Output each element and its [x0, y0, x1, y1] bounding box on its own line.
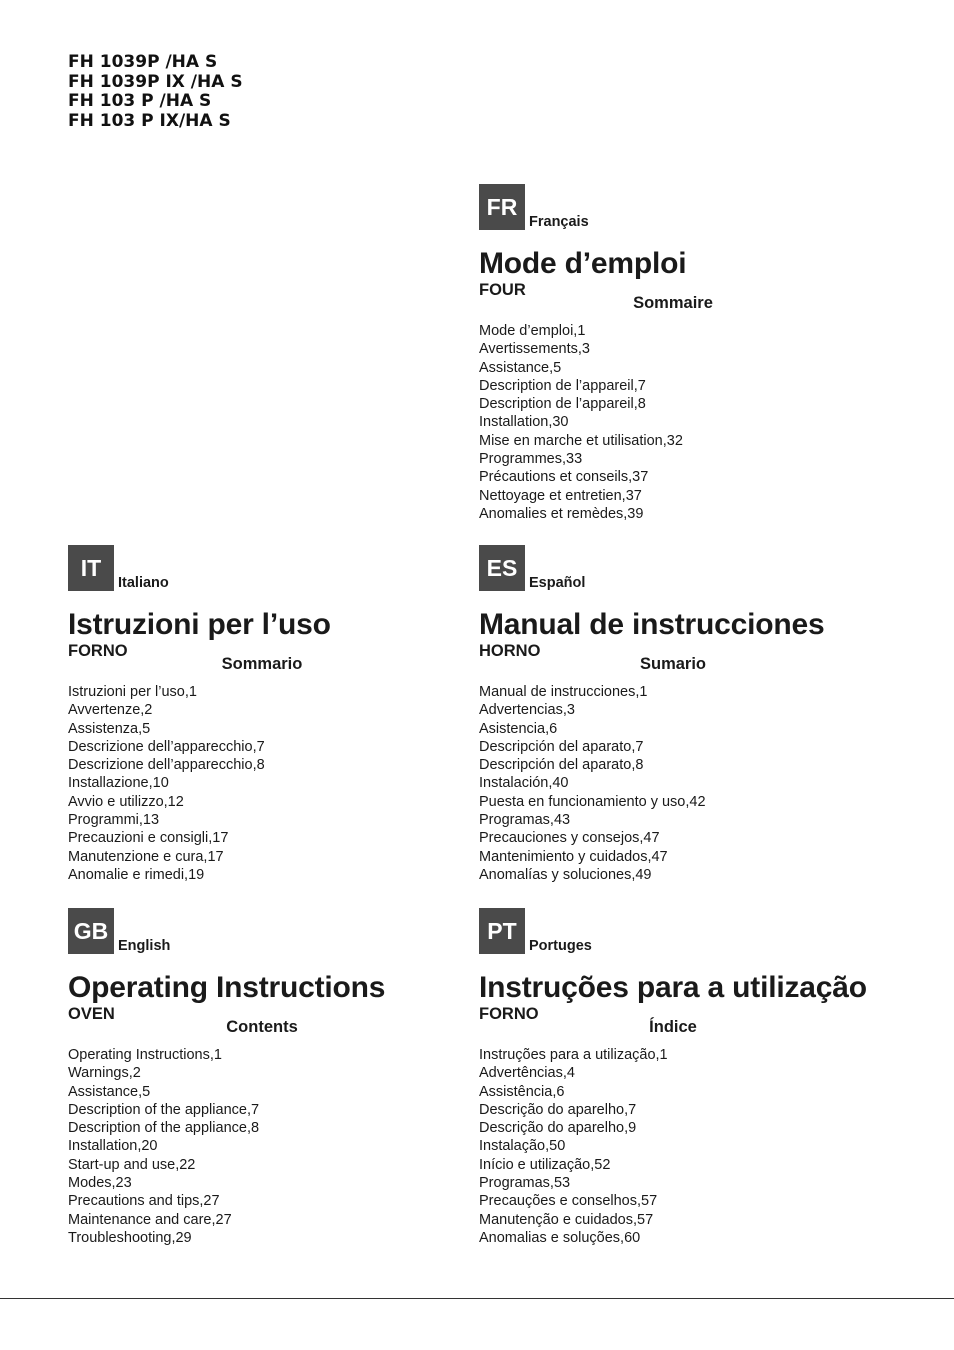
- toc-item: Avvio e utilizzo,12: [68, 793, 184, 810]
- product-name: FORNO: [68, 642, 128, 660]
- toc-item: Anomalias e soluções,60: [479, 1229, 641, 1246]
- toc-item: Operating Instructions,1: [68, 1047, 222, 1063]
- toc-item: Advertencias,3: [479, 702, 575, 719]
- toc-item: Precauções e conselhos,57: [479, 1193, 658, 1210]
- language-name: English: [118, 938, 171, 954]
- toc-item: Troubleshooting,29: [68, 1229, 192, 1246]
- toc-item: Descripción del aparato,8: [479, 757, 644, 774]
- toc-item: Description of the appliance,8: [68, 1120, 260, 1137]
- toc-item: Mise en marche et utilisation,32: [479, 432, 683, 449]
- toc-item: Precauzioni e consigli,17: [68, 830, 229, 847]
- product-name: OVEN: [68, 1005, 115, 1023]
- toc-item: Installation,30: [479, 414, 569, 431]
- product-name: FORNO: [479, 1005, 539, 1023]
- toc-item: Description of the appliance,7: [68, 1101, 260, 1118]
- section-title: Istruzioni per l’uso: [68, 608, 331, 641]
- section-title: Operating Instructions: [68, 971, 386, 1004]
- toc-item: Avertissements,3: [479, 341, 590, 358]
- toc-item: Advertências,4: [479, 1065, 575, 1082]
- toc-item: Avvertenze,2: [68, 702, 153, 719]
- toc-item: Anomalías y soluciones,49: [479, 866, 652, 883]
- model-list: [68, 53, 243, 131]
- section-gb: [68, 908, 488, 1246]
- toc-heading: Sommario: [221, 655, 303, 673]
- language-badge: GB: [68, 908, 114, 954]
- toc-list: [68, 683, 265, 884]
- toc-item: Maintenance and care,27: [68, 1211, 232, 1228]
- product-name: FOUR: [479, 281, 526, 299]
- toc-heading: Contents: [226, 1018, 298, 1036]
- toc-item: Assistência,6: [479, 1083, 565, 1100]
- bottom-divider: [0, 1298, 954, 1299]
- toc-item: Instalação,50: [479, 1138, 566, 1155]
- toc-item: Anomalie e rimedi,19: [68, 866, 205, 883]
- language-name: Italiano: [118, 575, 169, 591]
- toc-item: Asistencia,6: [479, 720, 558, 737]
- toc-list: [479, 1046, 668, 1247]
- toc-item: Programmes,33: [479, 451, 583, 468]
- toc-item: Start-up and use,22: [68, 1156, 196, 1173]
- toc-item: Modes,23: [68, 1175, 132, 1192]
- section-title: Mode d’emploi: [479, 247, 687, 280]
- toc-item: Description de l’appareil,8: [479, 396, 646, 413]
- language-badge: ES: [479, 545, 525, 591]
- toc-item: Assistance,5: [479, 359, 562, 376]
- model-number: FH 103 P IX/HA S: [68, 110, 231, 131]
- toc-item: Programas,53: [479, 1175, 571, 1192]
- toc-item: Programas,43: [479, 812, 571, 829]
- toc-item: Descrizione dell’apparecchio,8: [68, 757, 265, 774]
- toc-item: Assistance,5: [68, 1083, 151, 1100]
- toc-item: Instruções para a utilização,1: [479, 1047, 668, 1063]
- toc-heading: Sumario: [639, 655, 707, 673]
- toc-item: Manutenção e cuidados,57: [479, 1211, 654, 1228]
- toc-item: Descrição do aparelho,9: [479, 1120, 637, 1137]
- section-title: Instruções para a utilização: [479, 971, 867, 1004]
- product-name: HORNO: [479, 642, 541, 660]
- language-name: Español: [529, 575, 586, 591]
- toc-item: Precautions and tips,27: [68, 1193, 220, 1210]
- model-number: FH 1039P IX /HA S: [68, 71, 243, 92]
- toc-item: Descripción del aparato,7: [479, 738, 644, 755]
- toc-list: [479, 322, 683, 523]
- toc-item: Istruzioni per l’uso,1: [68, 684, 197, 700]
- toc-item: Descrizione dell’apparecchio,7: [68, 738, 265, 755]
- toc-item: Instalación,40: [479, 775, 569, 792]
- toc-item: Précautions et conseils,37: [479, 469, 649, 486]
- model-number: FH 103 P /HA S: [68, 91, 212, 111]
- toc-item: Warnings,2: [68, 1065, 141, 1082]
- language-name: Portuges: [529, 938, 592, 954]
- toc-item: Início e utilização,52: [479, 1156, 611, 1173]
- toc-item: Mode d’emploi,1: [479, 323, 586, 339]
- toc-item: Description de l’appareil,7: [479, 377, 646, 394]
- language-badge: PT: [479, 908, 525, 954]
- toc-item: Precauciones y consejos,47: [479, 830, 660, 847]
- toc-list: [479, 683, 706, 884]
- toc-heading: Sommaire: [633, 294, 713, 312]
- toc-item: Manutenzione e cura,17: [68, 848, 224, 865]
- toc-item: Descrição do aparelho,7: [479, 1101, 637, 1118]
- toc-heading: Índice: [649, 1018, 697, 1036]
- toc-item: Assistenza,5: [68, 720, 151, 737]
- toc-item: Anomalies et remèdes,39: [479, 505, 644, 522]
- section-pt: [479, 908, 899, 1246]
- section-es: [479, 545, 899, 883]
- section-title: Manual de instrucciones: [479, 608, 825, 641]
- toc-item: Manual de instrucciones,1: [479, 684, 648, 700]
- language-badge: FR: [479, 184, 525, 230]
- toc-item: Installation,20: [68, 1138, 158, 1155]
- toc-list: [68, 1046, 259, 1247]
- toc-item: Mantenimiento y cuidados,47: [479, 848, 668, 865]
- toc-item: Puesta en funcionamiento y uso,42: [479, 793, 706, 810]
- section-it: [68, 545, 488, 883]
- section-fr: [479, 184, 899, 522]
- toc-item: Installazione,10: [68, 775, 169, 792]
- language-name: Français: [529, 214, 589, 230]
- toc-item: Programmi,13: [68, 812, 160, 829]
- language-badge: IT: [68, 545, 114, 591]
- toc-item: Nettoyage et entretien,37: [479, 487, 642, 504]
- model-number: FH 1039P /HA S: [68, 52, 218, 72]
